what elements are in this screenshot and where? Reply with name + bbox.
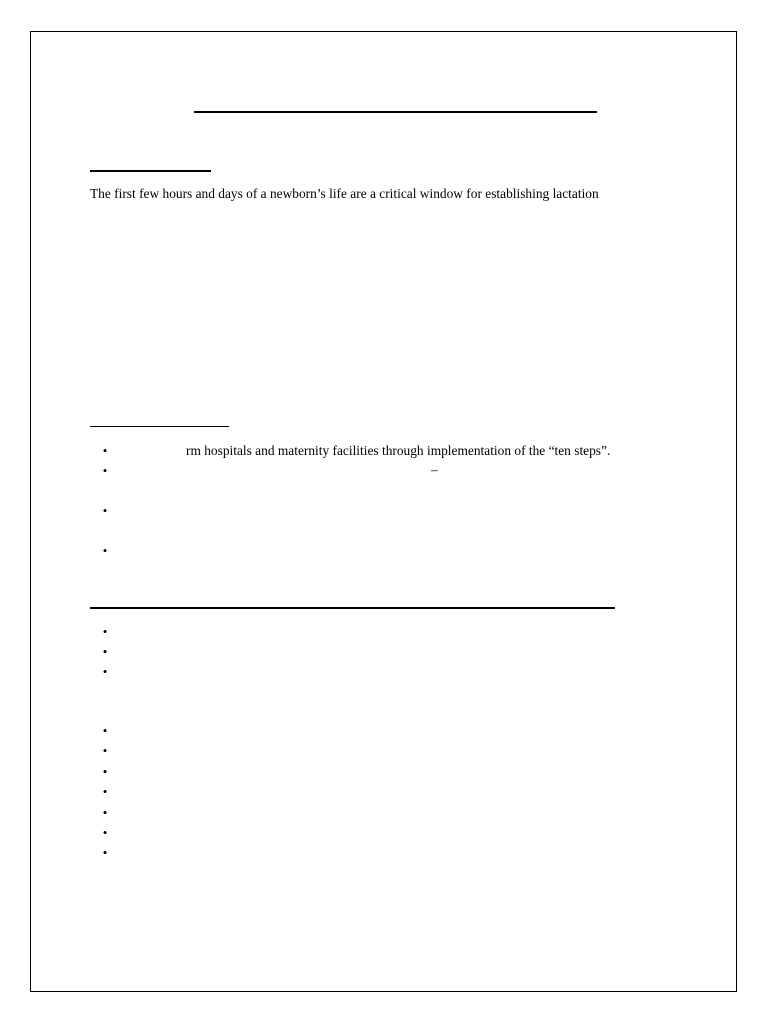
list-bullet (101, 743, 109, 759)
list-bullet (101, 543, 109, 559)
page-border (30, 31, 737, 992)
list-bullet (101, 805, 109, 821)
section-3-heading-underline (90, 607, 615, 609)
list-bullet (101, 443, 109, 459)
list-bullet (101, 664, 109, 680)
section-2-heading-underline (90, 426, 229, 427)
title-underline (194, 111, 597, 113)
list-item-text: – (431, 462, 438, 477)
list-bullet (101, 503, 109, 519)
list-bullet (101, 825, 109, 841)
list-bullet (101, 784, 109, 800)
list-bullet (101, 624, 109, 640)
section-1-heading-underline (90, 170, 211, 172)
list-bullet (101, 723, 109, 739)
list-bullet (101, 845, 109, 861)
intro-paragraph: The first few hours and days of a newborn’s life are a critical window for establishing lactation (90, 186, 599, 201)
list-item-text: rm hospitals and maternity facilities through implementation of the “ten steps”. (186, 443, 611, 458)
list-bullet (101, 764, 109, 780)
list-bullet (101, 644, 109, 660)
list-bullet (101, 463, 109, 479)
